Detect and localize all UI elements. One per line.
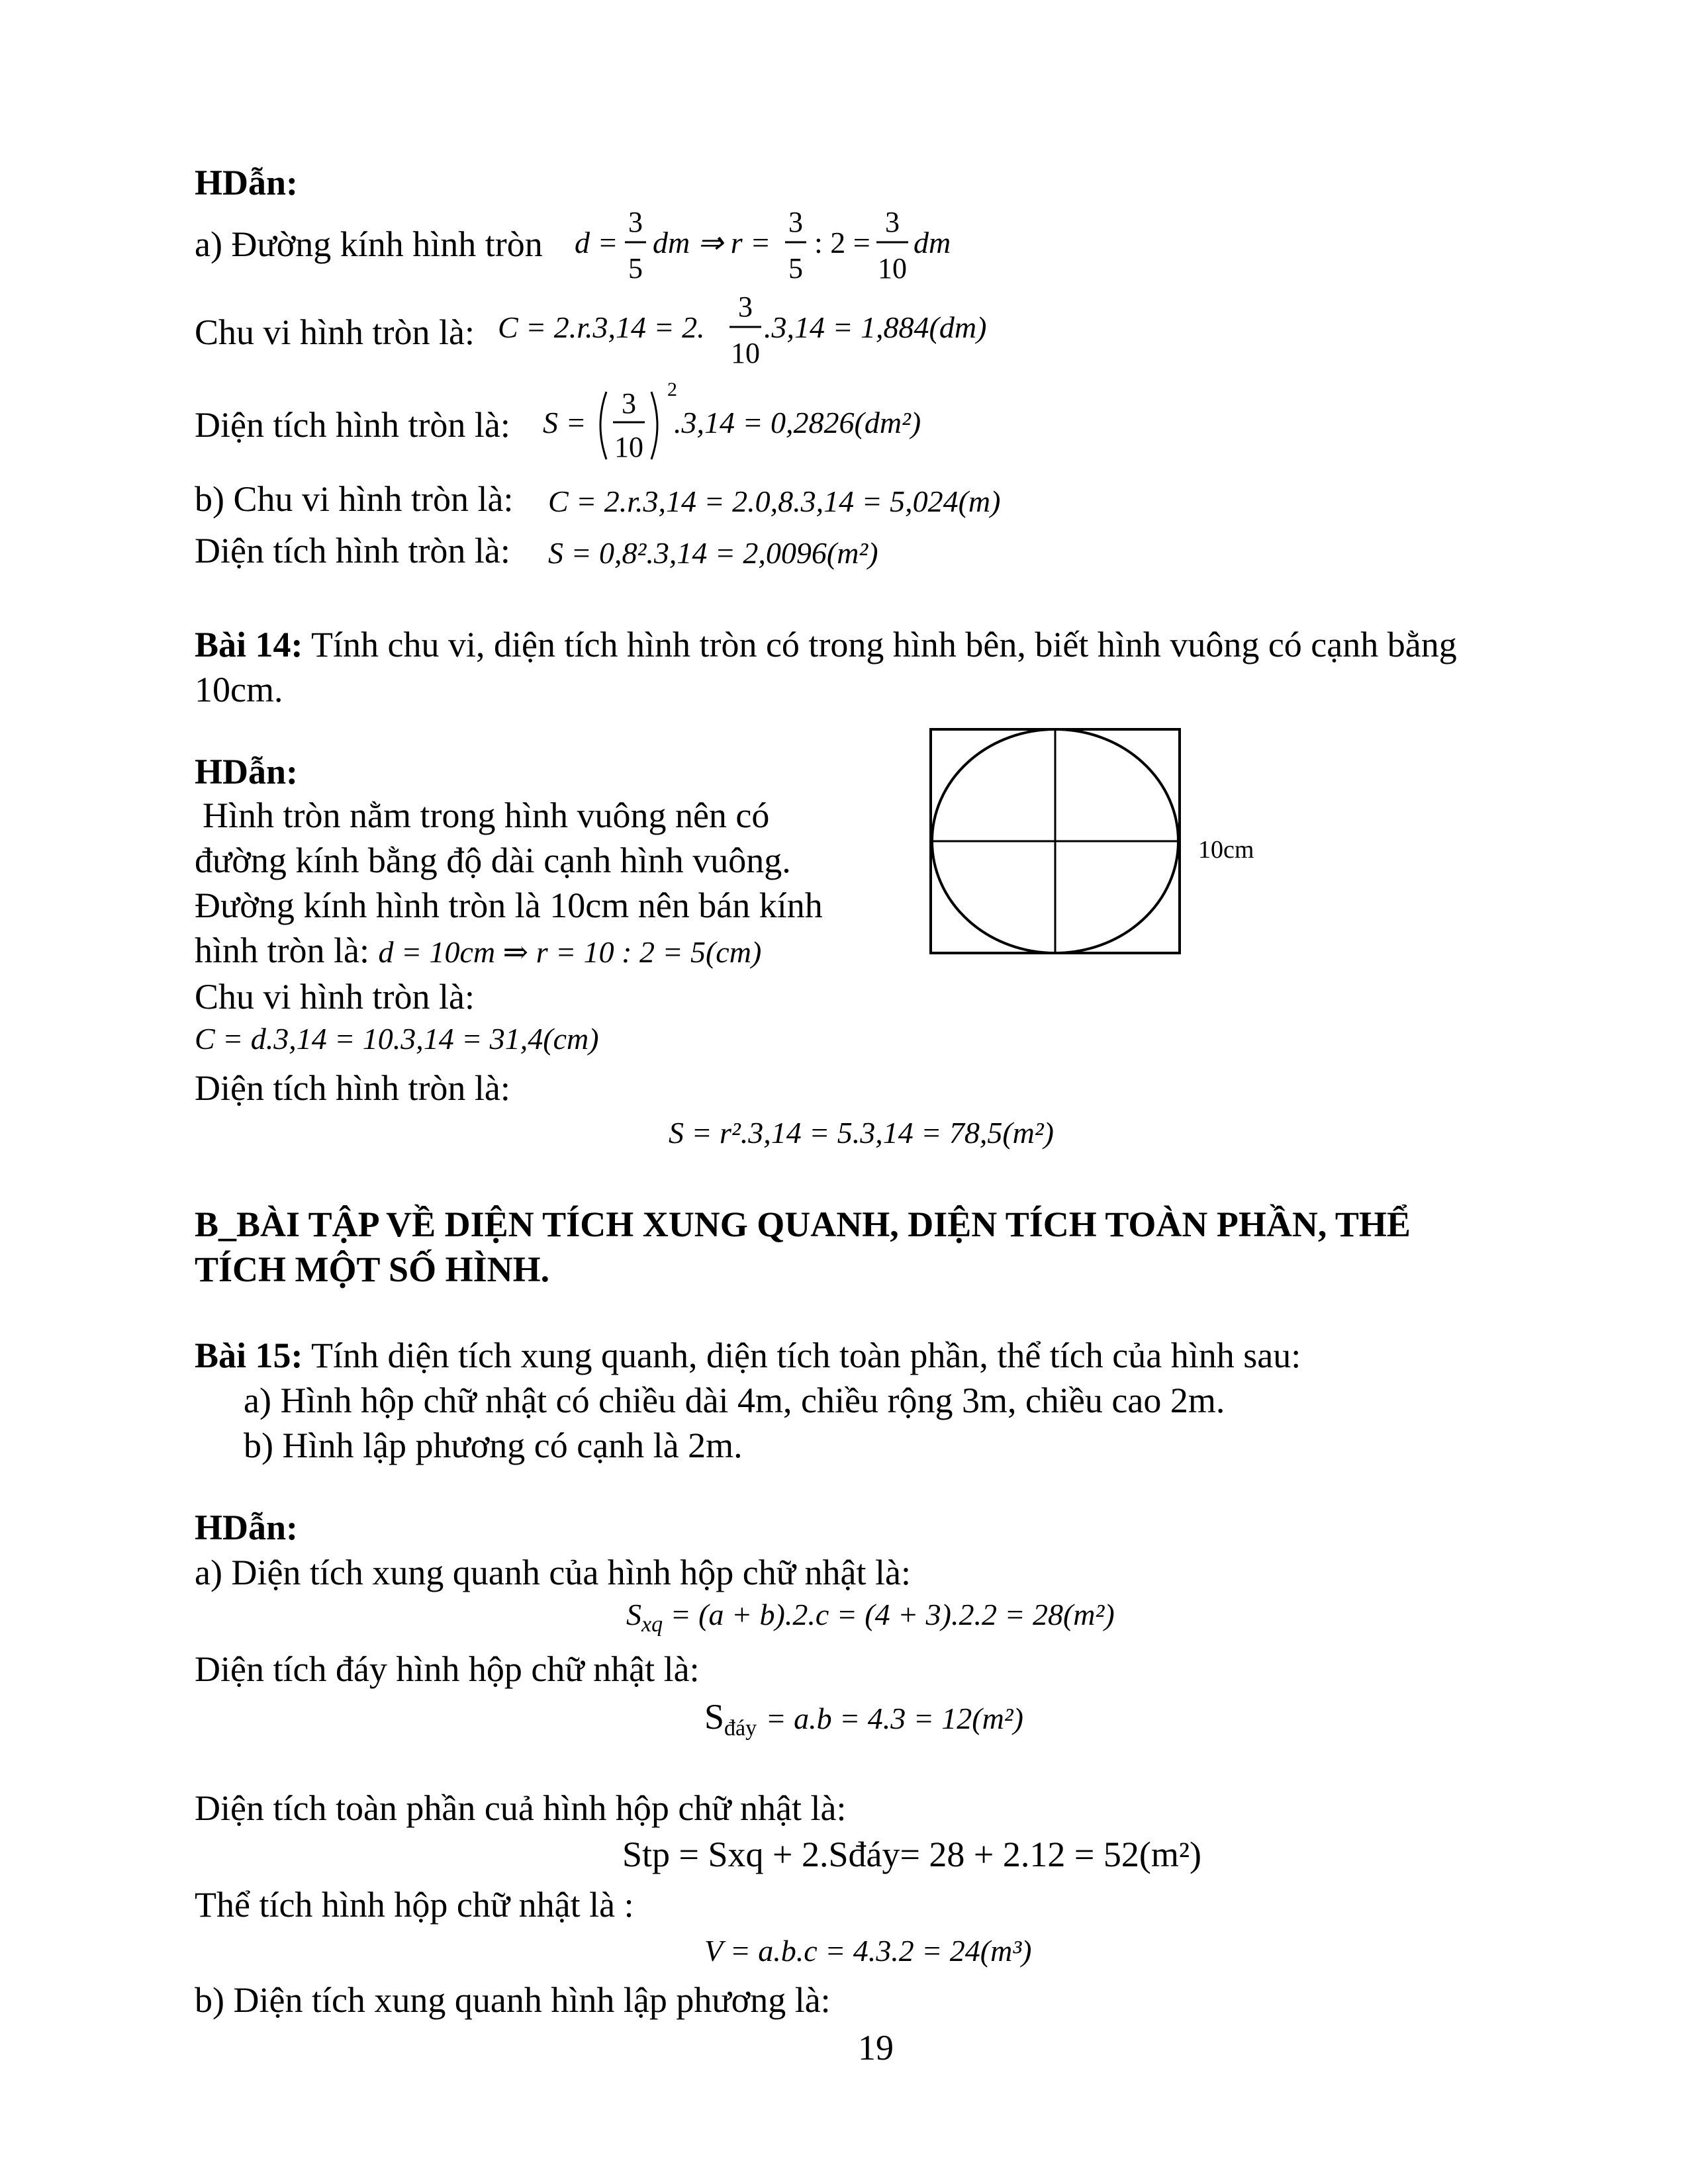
svg-text:3: 3 (788, 206, 803, 238)
svg-text:10: 10 (614, 431, 643, 463)
svg-text:.3,14 = 0,2826(dm²): .3,14 = 0,2826(dm²) (674, 406, 921, 439)
bai14-p4-line (195, 929, 761, 972)
bai15-tp-math: Stp = Sxq + 2.Sđáy= 28 + 2.12 = 52(m²) (622, 1835, 1201, 1874)
section-b-heading-1: B_BÀI TẬP VỀ DIỆN TÍCH XUNG QUANH, DIỆN TÍCH TOÀN PHẦN, THỂ (195, 1205, 1411, 1244)
svg-text:dm: dm (914, 226, 951, 259)
bai14-p2: đường kính bằng độ dài cạnh hình vuông. (195, 841, 791, 880)
bai14-p4-math: d = 10cm ⇒ r = 10 : 2 = 5(cm) (378, 935, 762, 969)
bai14-text2: 10cm. (195, 670, 283, 709)
s1-c-text: Chu vi hình tròn là: (195, 312, 475, 352)
svg-text:dm ⇒ r =: dm ⇒ r = (653, 226, 771, 259)
bai15-a-xq-math: $S_{xq} = (a + b).2.c = (4 + 3).2.2 = 28(m^2)$ (626, 1598, 1115, 1637)
bai14-statement (195, 623, 1457, 666)
svg-text:2: 2 (667, 379, 677, 400)
svg-text:S =: S = (543, 406, 586, 439)
bai15-day-math: $S_{đáy} = a.b = 4.3 = 12(m^2)$ (704, 1697, 1023, 1741)
figure-side-label: 10cm (1198, 836, 1254, 864)
s1-b-c-text: b) Chu vi hình tròn là: (195, 479, 514, 519)
page-number: 19 (858, 2028, 894, 2068)
s1-b-s-math: S = 0,8².3,14 = 2,0096(m²) (548, 536, 878, 570)
svg-text:3: 3 (885, 206, 900, 238)
s1-a-frac-den: 5 (628, 252, 643, 285)
svg-text:C = 2.r.3,14 = 2.: C = 2.r.3,14 = 2. (498, 310, 705, 344)
svg-text:10: 10 (731, 337, 760, 369)
bai14-cv-text: Chu vi hình tròn là: (195, 977, 475, 1017)
hdan-heading-3: HDẫn: (195, 1508, 299, 1547)
s1-c-math (498, 290, 1001, 376)
bai14-dt-text: Diện tích hình tròn là: (195, 1068, 510, 1108)
s1-a-text: a) Đường kính hình tròn (195, 224, 543, 264)
svg-text:3: 3 (622, 387, 636, 420)
svg-text:: 2 =: : 2 = (814, 226, 870, 259)
svg-text:d =: d = (575, 226, 618, 259)
bai15-a: a) Hình hộp chữ nhật có chiều dài 4m, chiều rộng 3m, chiều cao 2m. (244, 1381, 1225, 1420)
bai15-a-xq-text: a) Diện tích xung quanh của hình hộp chữ nhật là: (195, 1553, 911, 1592)
bai14-p3: Đường kính hình tròn là 10cm nên bán kính (195, 886, 823, 925)
bai14-cv-math: C = d.3,14 = 10.3,14 = 31,4(cm) (195, 1022, 599, 1056)
hdan-heading-2: HDẫn: (195, 752, 299, 792)
bai14-label: Bài 14: (195, 625, 303, 664)
bai14-p1: Hình tròn nằm trong hình vuông nên có (203, 796, 770, 835)
bai15-b: b) Hình lập phương có cạnh là 2m. (244, 1426, 743, 1465)
s1-b-s-text: Diện tích hình tròn là: (195, 531, 510, 570)
svg-text:3: 3 (738, 291, 753, 323)
bai14-text: Tính chu vi, diện tích hình tròn có trong hình bên, biết hình vuông có cạnh bằng (311, 625, 1457, 664)
svg-text:10: 10 (878, 252, 907, 285)
section-b-heading-2: TÍCH MỘT SỐ HÌNH. (195, 1250, 550, 1289)
bai15-statement (195, 1334, 1301, 1377)
bai15-v-math: V = a.b.c = 4.3.2 = 24(m³) (704, 1934, 1032, 1968)
s1-s-math (543, 379, 1006, 471)
bai15-b-xq-text: b) Diện tích xung quanh hình lập phương là: (195, 1980, 831, 2020)
hdan-heading-1: HDẫn: (195, 163, 299, 203)
svg-text:5: 5 (788, 252, 803, 285)
bai15-text: Tính diện tích xung quanh, diện tích toàn phần, thể tích của hình sau: (311, 1336, 1301, 1375)
s1-b-c-math: C = 2.r.3,14 = 2.0,8.3,14 = 5,024(m) (548, 484, 1001, 518)
s1-a-frac-num: 3 (628, 206, 643, 238)
svg-text:.3,14 = 1,884(dm): .3,14 = 1,884(dm) (764, 310, 987, 344)
bai15-label: Bài 15: (195, 1336, 303, 1375)
bai15-day-text: Diện tích đáy hình hộp chữ nhật là: (195, 1649, 700, 1689)
s1-a-math (575, 205, 985, 291)
s1-s-text: Diện tích hình tròn là: (195, 405, 510, 445)
bai14-dt-math: S = r².3,14 = 5.3,14 = 78,5(m²) (669, 1116, 1054, 1150)
bai14-p4: hình tròn là: (195, 931, 369, 970)
bai15-v-text: Thể tích hình hộp chữ nhật là : (195, 1885, 634, 1925)
bai15-tp-text: Diện tích toàn phần cuả hình hộp chữ nhật là: (195, 1788, 847, 1828)
circle-in-square-figure (927, 725, 1271, 964)
